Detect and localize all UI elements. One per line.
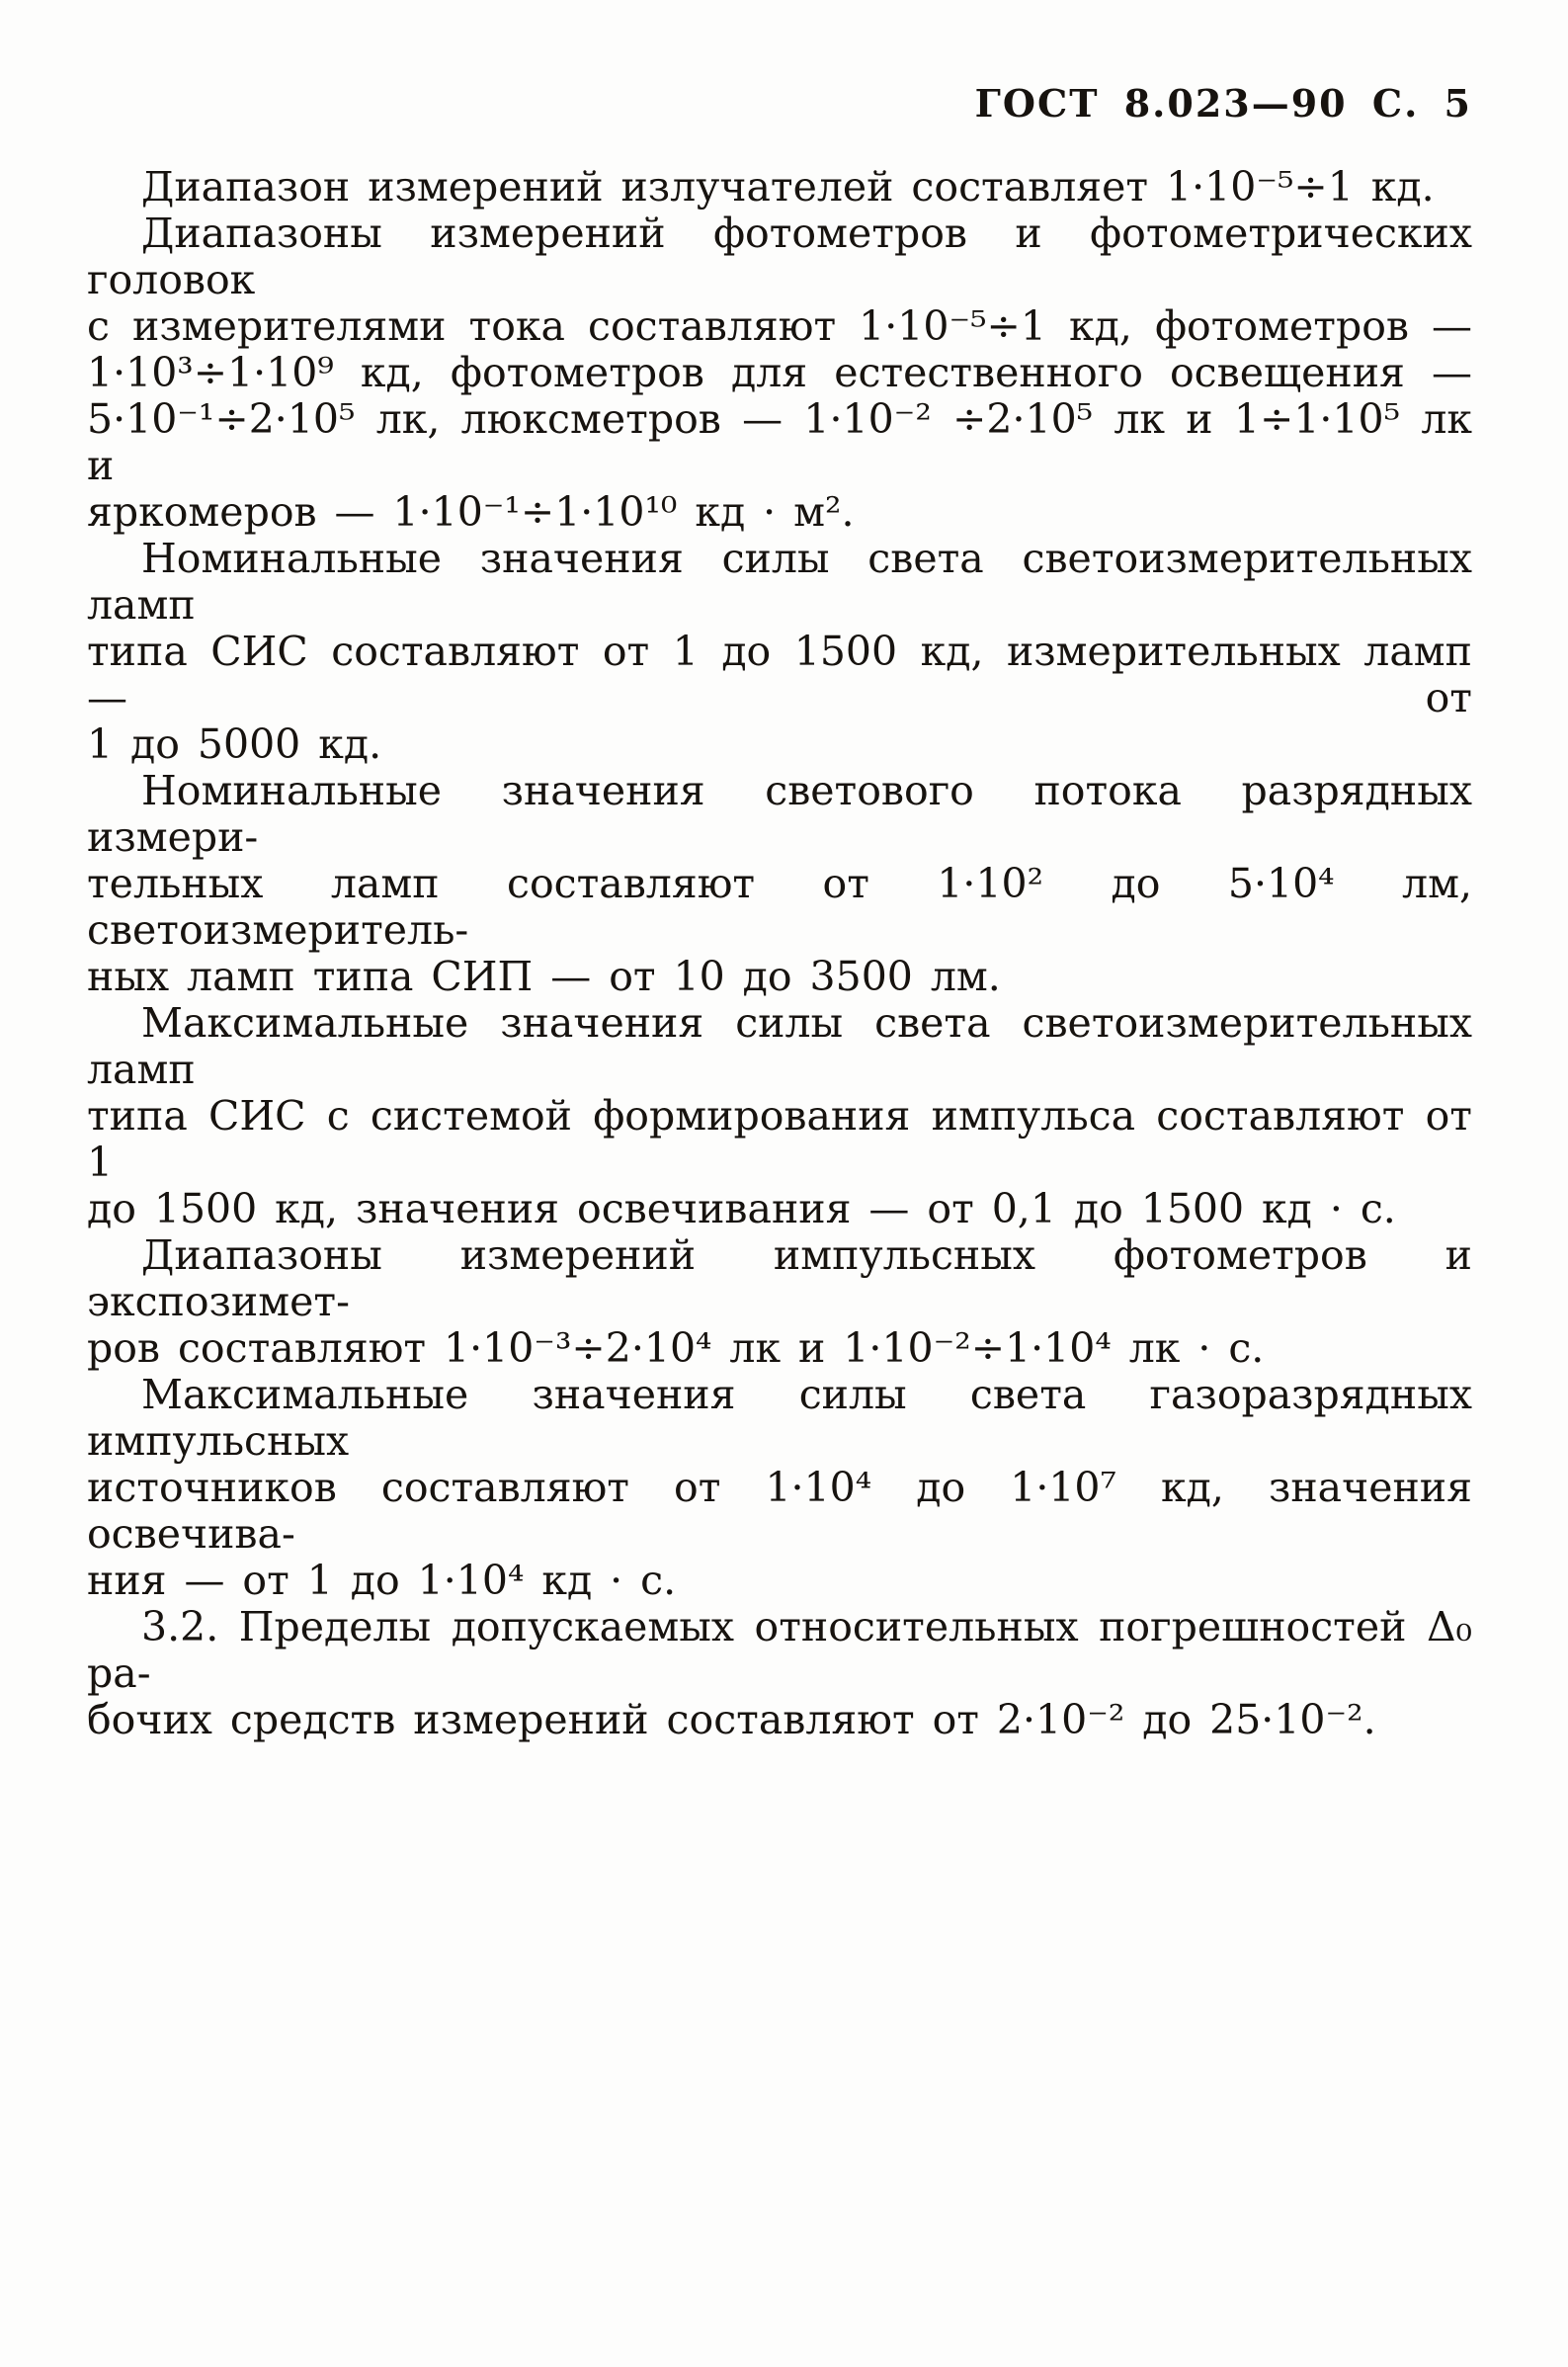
paragraph — [87, 1232, 1472, 1372]
text-line: ров составляют 1·10⁻³÷2·10⁴ лк и 1·10⁻²÷1·10⁴ лк · с. — [87, 1324, 1265, 1372]
page-header-gost-number: ГОСТ 8.023—90 С. 5 — [974, 81, 1472, 126]
text-line: тельных ламп составляют от 1·10² до 5·10⁴ лм, светоизмеритель- — [87, 860, 1472, 954]
paragraph — [87, 211, 1472, 536]
paragraph — [87, 768, 1472, 1000]
text-line: Диапазон измерений излучателей составляет 1·10⁻⁵÷1 кд. — [141, 163, 1435, 211]
text-line: бочих средств измерений составляют от 2·10⁻² до 25·10⁻². — [87, 1696, 1376, 1743]
text-line: 5·10⁻¹÷2·10⁵ лк, люксметров — 1·10⁻² ÷2·10⁵ лк и 1÷1·10⁵ лк и — [87, 395, 1472, 489]
text-line: типа СИС с системой формирования импульса составляют от 1 — [87, 1092, 1472, 1186]
text-line: Максимальные значения силы света газоразрядных импульсных — [87, 1371, 1472, 1465]
paragraph — [87, 536, 1472, 768]
text-line: Диапазоны измерений импульсных фотометров и экспозимет- — [87, 1231, 1472, 1325]
text-line: Номинальные значения светового потока разрядных измери- — [87, 767, 1472, 861]
text-line: 3.2. Пределы допускаемых относительных погрешностей Δ₀ ра- — [87, 1603, 1472, 1697]
text-line: ния — от 1 до 1·10⁴ кд · с. — [87, 1557, 677, 1604]
text-line: 1 до 5000 кд. — [87, 720, 382, 768]
text-line: до 1500 кд, значения освечивания — от 0,1 до 1500 кд · с. — [87, 1185, 1396, 1232]
paragraph — [87, 1000, 1472, 1232]
text-line: 1·10³÷1·10⁹ кд, фотометров для естественного освещения — — [87, 349, 1472, 396]
text-line: типа СИС составляют от 1 до 1500 кд, измерительных ламп — от — [87, 628, 1472, 721]
document-body — [87, 164, 1472, 1743]
text-line: Максимальные значения силы света светоизмерительных ламп — [87, 999, 1472, 1093]
text-line: яркомеров — 1·10⁻¹÷1·10¹⁰ кд · м². — [87, 488, 855, 536]
text-line: с измерителями тока составляют 1·10⁻⁵÷1 кд, фотометров — — [87, 302, 1472, 350]
text-line: Номинальные значения силы света светоизмерительных ламп — [87, 535, 1472, 629]
paragraph — [87, 1372, 1472, 1604]
text-line: Диапазоны измерений фотометров и фотометрических головок — [87, 210, 1472, 303]
paragraph — [87, 1604, 1472, 1743]
text-line: источников составляют от 1·10⁴ до 1·10⁷ кд, значения освечива- — [87, 1464, 1472, 1558]
paragraph — [87, 164, 1472, 211]
text-line: ных ламп типа СИП — от 10 до 3500 лм. — [87, 953, 1001, 1000]
